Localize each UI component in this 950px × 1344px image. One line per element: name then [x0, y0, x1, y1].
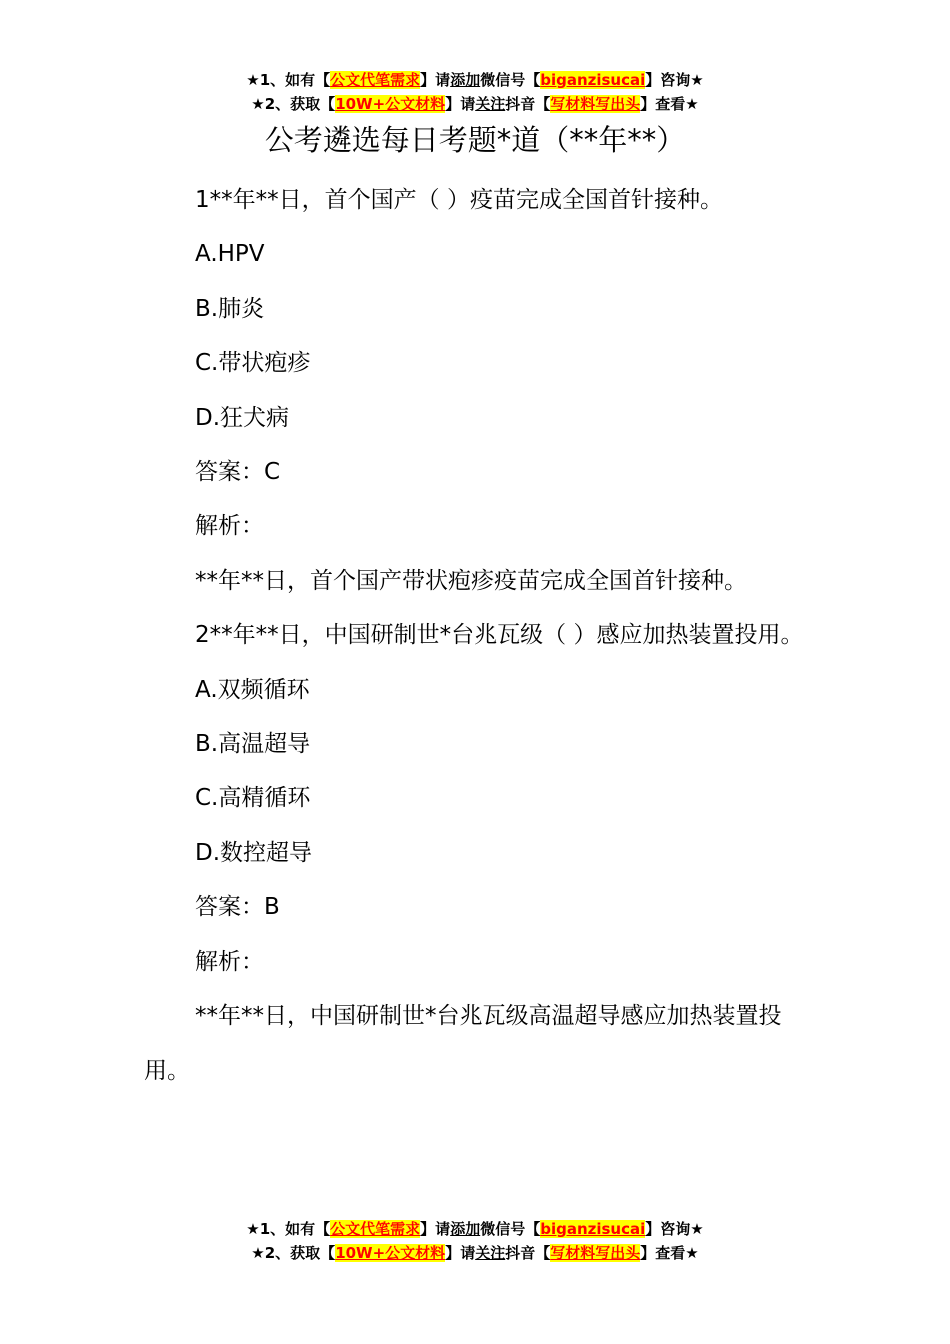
question-2-stem: 2**年**日，中国研制世*台兆瓦级（ ）感应加热装置投用。 [195, 622, 804, 649]
question-1-analysis: **年**日，首个国产带状疱疹疫苗完成全国首针接种。 [195, 567, 747, 594]
footer-underlined-add: 添加 [450, 1220, 481, 1238]
footer-highlight-materials: 10W+公文材料 [335, 1244, 446, 1262]
question-1-option-a: A.HPV [195, 241, 265, 268]
question-2-analysis: **年**日，中国研制世*台兆瓦级高温超导感应加热装置投用。 [144, 1003, 782, 1084]
footer-douyin-account: 写材料写出头 [550, 1244, 641, 1262]
banner-line-1 [0, 68, 950, 92]
question-2-option-a: A.双频循环 [195, 676, 310, 703]
footer-line-2-suffix: 】查看★ [640, 1244, 699, 1262]
question-1-stem: 1**年**日，首个国产（ ）疫苗完成全国首针接种。 [195, 187, 723, 213]
document-title: 公考遴选每日考题*道（**年**） [264, 123, 686, 157]
footer-line-1-suffix: 】咨询★ [645, 1220, 704, 1238]
question-1-analysis-label: 解析： [195, 513, 264, 540]
banner-line-2-mid: 】请 [445, 95, 476, 113]
question-1-option-d: D.狂犬病 [195, 404, 290, 431]
footer-line-2-mid-2: 抖音【 [505, 1244, 551, 1262]
banner-douyin-account: 写材料写出头 [550, 95, 641, 113]
footer-banner [0, 1217, 950, 1265]
banner-line-2-prefix: ★2、获取【 [251, 95, 336, 113]
question-2-option-d: D.数控超导 [195, 839, 313, 866]
question-2-option-c: C.高精循环 [195, 785, 311, 812]
footer-line-2-mid: 】请 [445, 1244, 476, 1262]
footer-line-1-prefix: ★1、如有【 [246, 1220, 331, 1238]
footer-highlight-service: 公文代笔需求 [330, 1220, 421, 1238]
question-2-answer: 答案：B [195, 894, 280, 921]
question-2-option-b: B.高温超导 [195, 731, 311, 758]
question-1-option-c: C.带状疱疹 [195, 350, 311, 377]
footer-line-2-prefix: ★2、获取【 [251, 1244, 336, 1262]
banner-underlined-add: 添加 [450, 71, 481, 89]
banner-line-1-prefix: ★1、如有【 [246, 71, 331, 89]
footer-banner-line-2 [0, 1241, 950, 1265]
footer-line-1-mid: 】请 [420, 1220, 451, 1238]
banner-wechat-id: biganzisucai [540, 71, 646, 89]
banner-line-2-mid-2: 抖音【 [505, 95, 551, 113]
banner-line-2-suffix: 】查看★ [640, 95, 699, 113]
question-1-answer: 答案：C [195, 459, 281, 486]
banner-highlight-service: 公文代笔需求 [330, 71, 421, 89]
footer-banner-line-1 [0, 1217, 950, 1241]
question-2-analysis-label: 解析： [195, 948, 264, 975]
document-body [144, 173, 814, 1098]
banner-highlight-materials: 10W+公文材料 [335, 95, 446, 113]
banner-line-1-mid: 】请 [420, 71, 451, 89]
banner-line-1-mid-2: 微信号【 [480, 71, 541, 89]
banner-line-1-suffix: 】咨询★ [645, 71, 704, 89]
footer-underlined-follow: 关注 [475, 1244, 506, 1262]
header-banner [0, 68, 950, 116]
banner-line-2 [0, 92, 950, 116]
footer-line-1-mid-2: 微信号【 [480, 1220, 541, 1238]
footer-wechat-id: biganzisucai [540, 1220, 646, 1238]
banner-underlined-follow: 关注 [475, 95, 506, 113]
question-1-option-b: B.肺炎 [195, 295, 265, 322]
